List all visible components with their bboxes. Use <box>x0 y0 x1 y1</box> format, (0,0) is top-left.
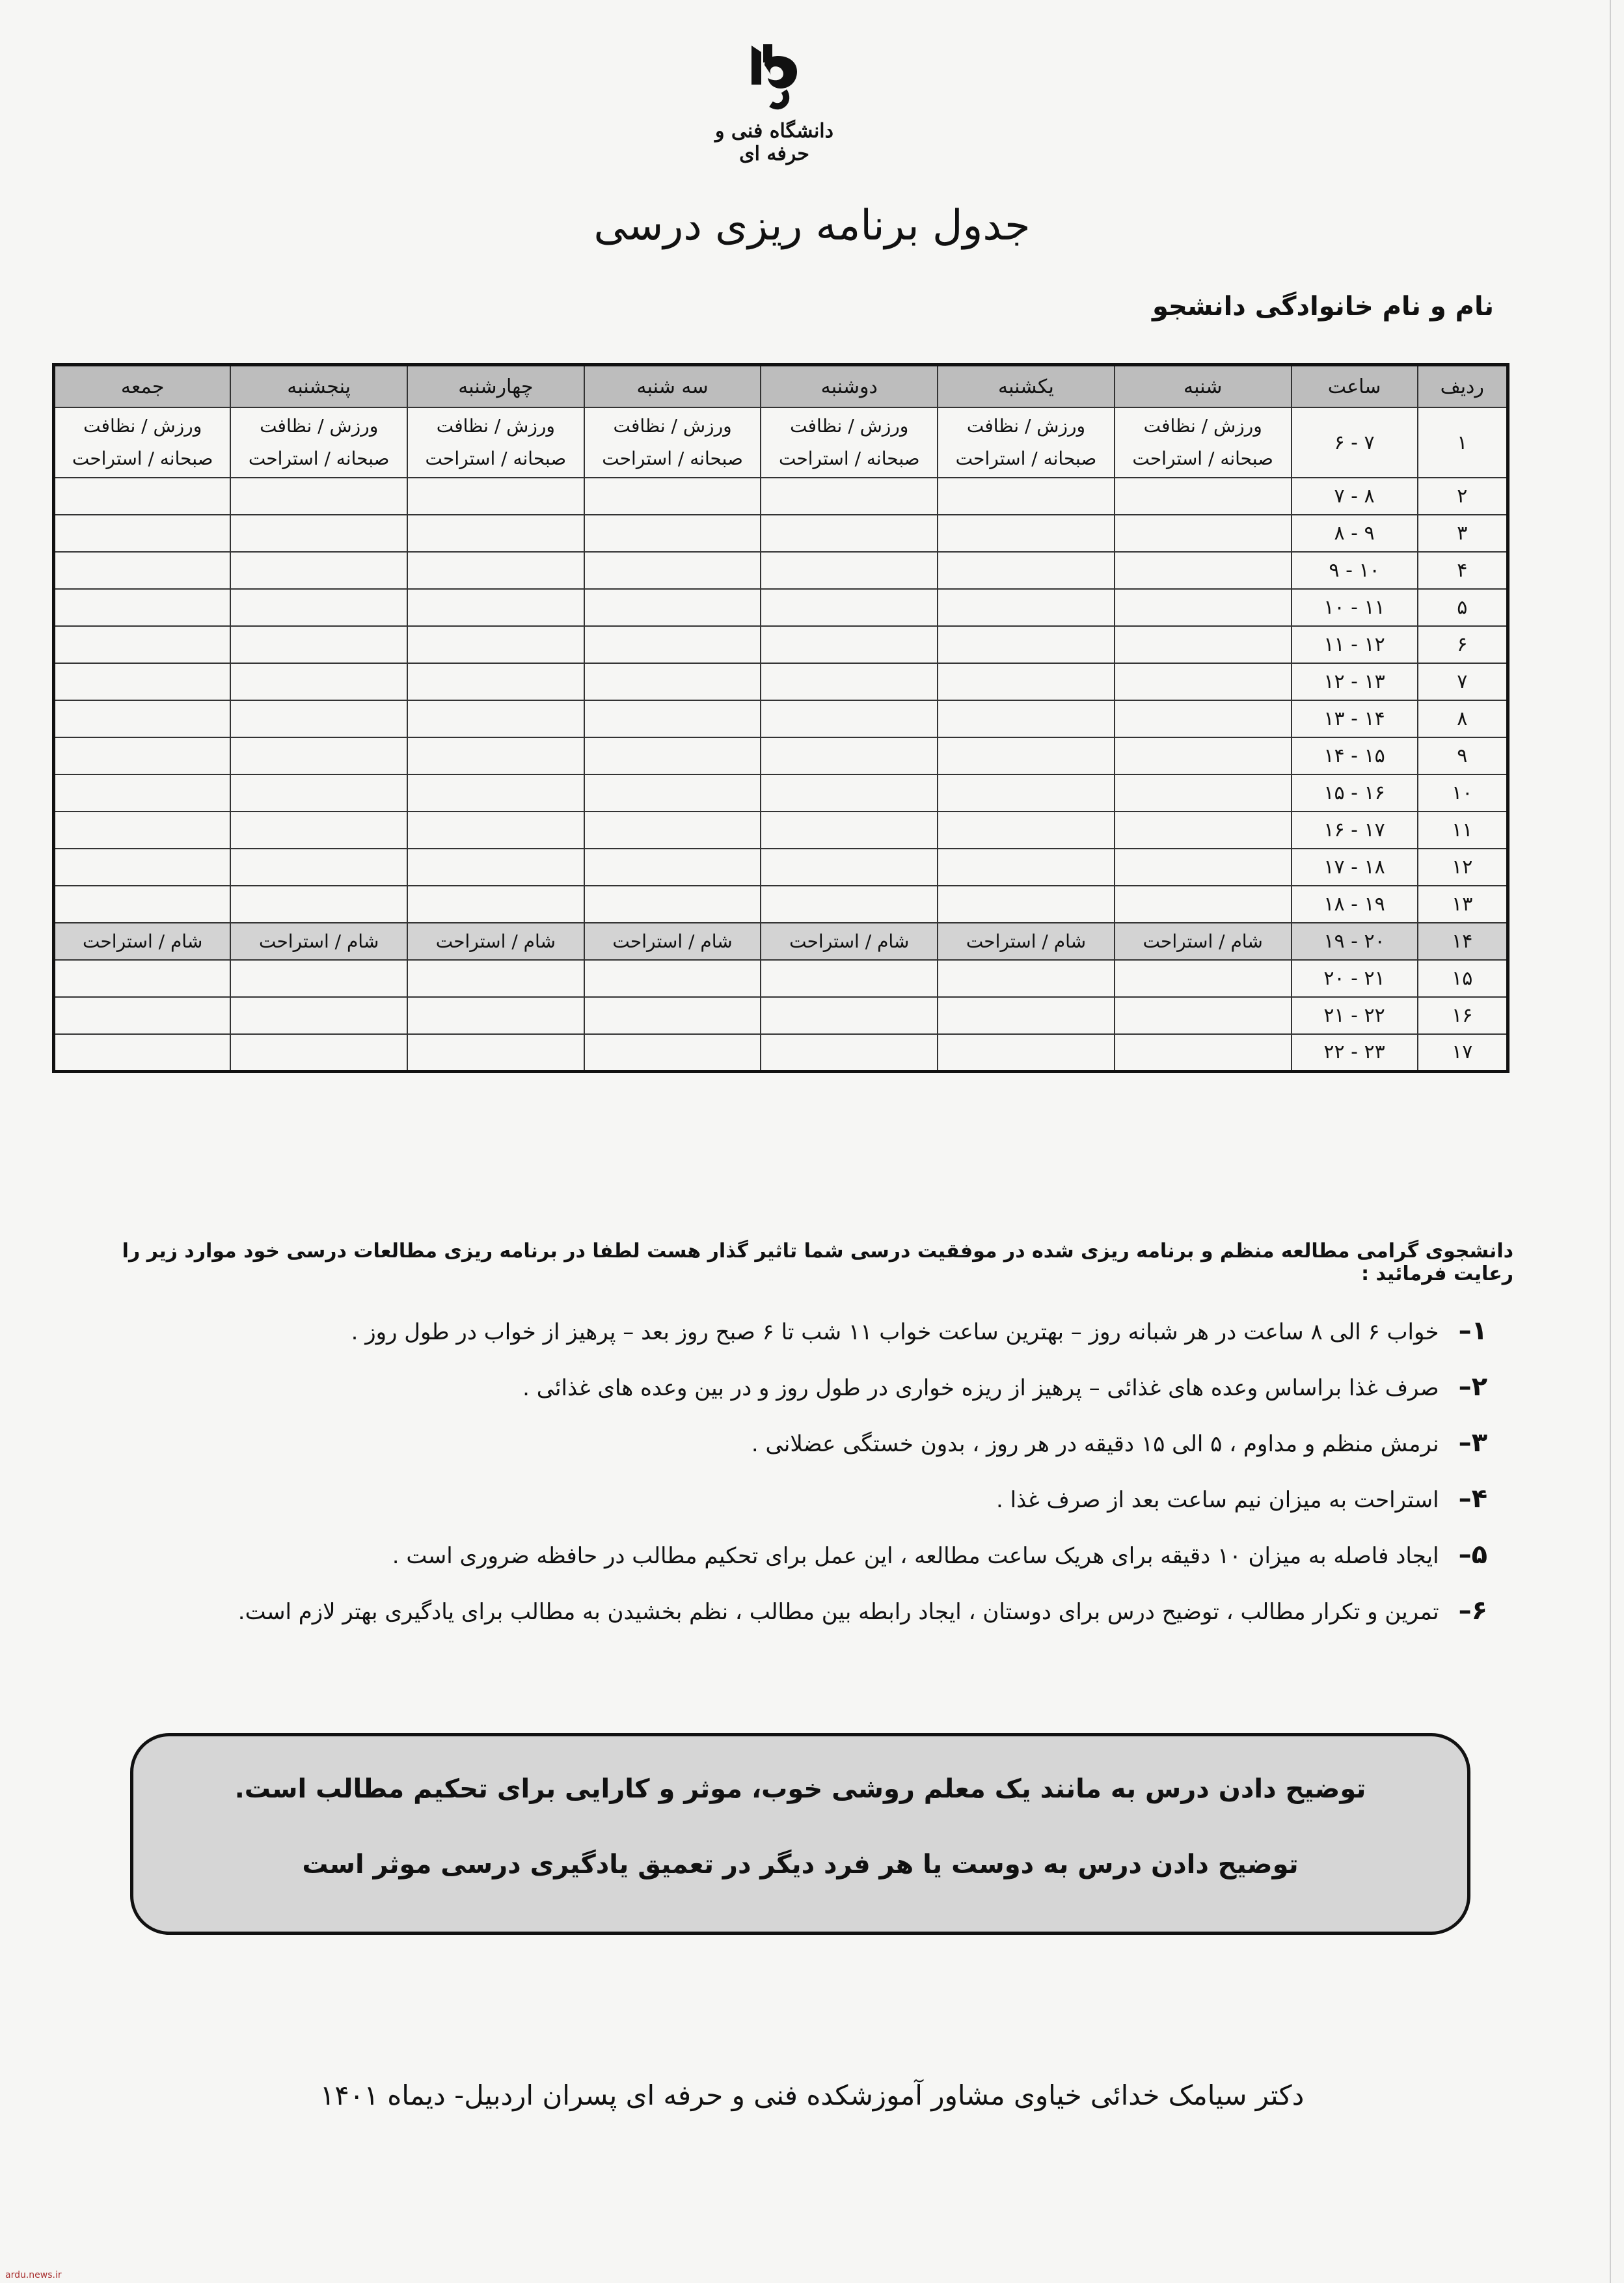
schedule-cell[interactable] <box>407 407 584 478</box>
hour-cell: ۲۲ - ۲۱ <box>1292 997 1418 1034</box>
schedule-cell[interactable] <box>230 663 407 700</box>
activity-text: شام / استراحت <box>789 930 910 952</box>
schedule-cell[interactable] <box>938 774 1115 812</box>
schedule-cell[interactable] <box>584 923 761 960</box>
activity-text: صبحانه / استراحت <box>778 448 920 469</box>
schedule-cell[interactable] <box>584 700 761 737</box>
schedule-cell[interactable] <box>407 1034 584 1071</box>
row-number-cell: ۲ <box>1418 478 1508 515</box>
table-row <box>54 774 1508 812</box>
schedule-cell[interactable] <box>938 407 1115 478</box>
row-number-cell: ۹ <box>1418 737 1508 774</box>
study-tips-intro: دانشجوی گرامی مطالعه منظم و برنامه ریزی شده در موفقیت درسی شما تاثیر گذار هست لطفا در برنامه ریزی مطالعات درسی خود موارد زیر را رعایت فرمائید : <box>122 1240 1513 1285</box>
schedule-cell[interactable] <box>938 923 1115 960</box>
schedule-cell[interactable] <box>54 923 231 960</box>
hour-cell: ۲۰ - ۱۹ <box>1292 923 1418 960</box>
schedule-cell[interactable] <box>54 737 231 774</box>
list-item <box>78 1304 1513 1360</box>
table-row <box>54 407 1508 478</box>
schedule-cell[interactable] <box>938 700 1115 737</box>
activity-text: صبحانه / استراحت <box>72 448 213 469</box>
hour-cell: ۱۴ - ۱۳ <box>1292 700 1418 737</box>
schedule-cell[interactable] <box>938 552 1115 589</box>
schedule-cell[interactable] <box>54 515 231 552</box>
table-row <box>54 478 1508 515</box>
activity-text: صبحانه / استراحت <box>955 448 1097 469</box>
activity-text: ورزش / نظافت <box>436 415 555 437</box>
schedule-cell[interactable] <box>230 478 407 515</box>
row-number-cell: ۱۰ <box>1418 774 1508 812</box>
schedule-cell[interactable] <box>54 886 231 923</box>
schedule-cell[interactable] <box>54 1034 231 1071</box>
hour-cell: ۱۰ - ۹ <box>1292 552 1418 589</box>
hour-cell: ۸ - ۷ <box>1292 478 1418 515</box>
schedule-cell[interactable] <box>584 849 761 886</box>
table-row <box>54 626 1508 663</box>
list-item-text: صرف غذا براساس وعده های غذائی – پرهیز از ریزه خواری در طول روز و در بین وعده های غذائی . <box>522 1375 1439 1401</box>
row-number-cell: ۱۴ <box>1418 923 1508 960</box>
row-number-cell: ۱۲ <box>1418 849 1508 886</box>
page-title: جدول برنامه ریزی درسی <box>593 202 1031 250</box>
scan-edge-divider <box>1610 0 1611 2283</box>
row-number-cell: ۱۳ <box>1418 886 1508 923</box>
table-row <box>54 515 1508 552</box>
activity-text: صبحانه / استراحت <box>248 448 390 469</box>
schedule-cell[interactable] <box>1115 886 1292 923</box>
list-item <box>78 1360 1513 1415</box>
row-number-cell: ۸ <box>1418 700 1508 737</box>
schedule-cell[interactable] <box>761 997 938 1034</box>
schedule-cell[interactable] <box>407 812 584 849</box>
schedule-cell[interactable] <box>407 849 584 886</box>
activity-text: صبحانه / استراحت <box>1132 448 1273 469</box>
schedule-cell[interactable] <box>761 737 938 774</box>
schedule-cell[interactable] <box>1115 626 1292 663</box>
schedule-cell[interactable] <box>584 515 761 552</box>
schedule-cell[interactable] <box>407 774 584 812</box>
table-row <box>54 589 1508 626</box>
table-row <box>54 1034 1508 1071</box>
column-header: پنجشنبه <box>230 365 407 408</box>
row-number-cell: ۳ <box>1418 515 1508 552</box>
schedule-cell[interactable] <box>1115 774 1292 812</box>
schedule-cell[interactable] <box>938 886 1115 923</box>
schedule-cell[interactable] <box>761 478 938 515</box>
highlight-line-2: توضیح دادن درس به دوست یا هر فرد دیگر در تعمیق یادگیری درسی موثر است <box>302 1850 1299 1880</box>
schedule-cell[interactable] <box>938 1034 1115 1071</box>
schedule-cell[interactable] <box>1115 515 1292 552</box>
study-schedule-table <box>52 363 1509 1073</box>
list-item <box>78 1415 1513 1471</box>
schedule-cell[interactable] <box>407 478 584 515</box>
student-name-label: نام و نام خانوادگی دانشجو <box>1152 292 1494 321</box>
row-number-cell: ۴ <box>1418 552 1508 589</box>
schedule-cell[interactable] <box>230 997 407 1034</box>
list-item-number: ۴– <box>1458 1484 1487 1514</box>
schedule-cell[interactable] <box>584 997 761 1034</box>
row-number-cell: ۱۶ <box>1418 997 1508 1034</box>
hour-cell: ۱۵ - ۱۴ <box>1292 737 1418 774</box>
schedule-cell[interactable] <box>761 886 938 923</box>
schedule-cell[interactable] <box>230 1034 407 1071</box>
column-header: سه شنبه <box>584 365 761 408</box>
hour-cell: ۱۸ - ۱۷ <box>1292 849 1418 886</box>
schedule-cell[interactable] <box>1115 923 1292 960</box>
activity-text: شام / استراحت <box>966 930 1087 952</box>
row-number-cell: ۵ <box>1418 589 1508 626</box>
list-item-text: خواب ۶ الی ۸ ساعت در هر شبانه روز – بهترین ساعت خواب ۱۱ شب تا ۶ صبح روز بعد – پرهیز از خواب در طول روز . <box>351 1319 1439 1345</box>
schedule-cell[interactable] <box>54 478 231 515</box>
schedule-cell[interactable] <box>54 812 231 849</box>
logo-text: دانشگاه فنی و حرفه ای <box>714 120 833 165</box>
schedule-cell[interactable] <box>54 663 231 700</box>
hour-cell: ۱۱ - ۱۰ <box>1292 589 1418 626</box>
hour-cell: ۱۲ - ۱۱ <box>1292 626 1418 663</box>
list-item-text: استراحت به میزان نیم ساعت بعد از صرف غذا . <box>995 1487 1439 1513</box>
schedule-cell[interactable] <box>407 960 584 997</box>
schedule-cell[interactable] <box>1115 478 1292 515</box>
row-number-cell: ۱۱ <box>1418 812 1508 849</box>
signature-line: دکتر سیامک خدائی خیاوی مشاور آموزشکده فنی و حرفه ای پسران اردبیل- دیماه ۱۴۰۱ <box>319 2079 1305 2111</box>
schedule-cell[interactable] <box>761 626 938 663</box>
list-item-number: ۳– <box>1458 1428 1487 1458</box>
activity-text: ورزش / نظافت <box>83 415 202 437</box>
column-header: چهارشنبه <box>407 365 584 408</box>
schedule-cell[interactable] <box>54 997 231 1034</box>
schedule-cell[interactable] <box>584 774 761 812</box>
schedule-cell[interactable] <box>1115 552 1292 589</box>
schedule-cell[interactable] <box>54 552 231 589</box>
row-number-cell: ۷ <box>1418 663 1508 700</box>
hour-cell: ۱۶ - ۱۵ <box>1292 774 1418 812</box>
activity-text: شام / استراحت <box>435 930 556 952</box>
schedule-cell[interactable] <box>1115 700 1292 737</box>
table-row <box>54 960 1508 997</box>
schedule-cell[interactable] <box>584 886 761 923</box>
schedule-cell[interactable] <box>938 589 1115 626</box>
schedule-cell[interactable] <box>1115 663 1292 700</box>
hour-cell: ۹ - ۸ <box>1292 515 1418 552</box>
activity-text: شام / استراحت <box>83 930 203 952</box>
row-number-cell: ۱۷ <box>1418 1034 1508 1071</box>
schedule-cell[interactable] <box>1115 407 1292 478</box>
schedule-cell[interactable] <box>761 812 938 849</box>
hour-cell: ۲۱ - ۲۰ <box>1292 960 1418 997</box>
schedule-cell[interactable] <box>938 478 1115 515</box>
list-item-text: نرمش منظم و مداوم ، ۵ الی ۱۵ دقیقه در هر روز ، بدون خستگی عضلانی . <box>751 1431 1439 1457</box>
schedule-cell[interactable] <box>584 552 761 589</box>
list-item-number: ۲– <box>1458 1372 1487 1402</box>
table-row <box>54 886 1508 923</box>
table-row <box>54 997 1508 1034</box>
schedule-cell[interactable] <box>1115 589 1292 626</box>
schedule-cell[interactable] <box>584 407 761 478</box>
schedule-cell[interactable] <box>584 478 761 515</box>
schedule-cell[interactable] <box>584 737 761 774</box>
schedule-cell[interactable] <box>584 1034 761 1071</box>
activity-text: ورزش / نظافت <box>613 415 732 437</box>
schedule-cell[interactable] <box>54 849 231 886</box>
schedule-cell[interactable] <box>761 407 938 478</box>
schedule-cell[interactable] <box>230 923 407 960</box>
schedule-cell[interactable] <box>407 663 584 700</box>
university-logo <box>706 39 843 189</box>
schedule-cell[interactable] <box>407 700 584 737</box>
list-item <box>78 1583 1513 1639</box>
schedule-cell[interactable] <box>230 552 407 589</box>
schedule-cell[interactable] <box>230 515 407 552</box>
corner-watermark: ardu.news.ir <box>5 2270 62 2280</box>
list-item-text: ایجاد فاصله به میزان ۱۰ دقیقه برای هریک ساعت مطالعه ، این عمل برای تحکیم مطالب در حافظه ضروری است . <box>392 1543 1439 1569</box>
schedule-cell[interactable] <box>230 812 407 849</box>
schedule-cell[interactable] <box>761 849 938 886</box>
table-row <box>54 737 1508 774</box>
schedule-cell[interactable] <box>230 774 407 812</box>
list-item-number: ۵– <box>1458 1540 1487 1570</box>
schedule-cell[interactable] <box>1115 960 1292 997</box>
schedule-cell[interactable] <box>230 589 407 626</box>
schedule-cell[interactable] <box>938 626 1115 663</box>
schedule-cell[interactable] <box>761 774 938 812</box>
list-item-number: ۱– <box>1458 1316 1487 1346</box>
activity-text: شام / استراحت <box>612 930 733 952</box>
hour-cell: ۲۳ - ۲۲ <box>1292 1034 1418 1071</box>
schedule-cell[interactable] <box>407 515 584 552</box>
activity-text: ورزش / نظافت <box>1143 415 1262 437</box>
column-header: ساعت <box>1292 365 1418 408</box>
schedule-cell[interactable] <box>407 737 584 774</box>
highlight-box <box>130 1733 1470 1935</box>
table-header-row <box>54 365 1508 408</box>
schedule-cell[interactable] <box>761 1034 938 1071</box>
schedule-cell[interactable] <box>1115 1034 1292 1071</box>
study-tips-section <box>78 1240 1513 1639</box>
table-row <box>54 849 1508 886</box>
activity-text: صبحانه / استراحت <box>602 448 743 469</box>
hour-cell: ۱۷ - ۱۶ <box>1292 812 1418 849</box>
schedule-cell[interactable] <box>1115 849 1292 886</box>
list-item <box>78 1471 1513 1527</box>
table-row <box>54 663 1508 700</box>
column-header: ردیف <box>1418 365 1508 408</box>
study-tips-list <box>78 1304 1513 1639</box>
column-header: دوشنبه <box>761 365 938 408</box>
row-number-cell: ۱ <box>1418 407 1508 478</box>
highlight-line-1: توضیح دادن درس به مانند یک معلم روشی خوب، موثر و کارایی برای تحکیم مطالب است. <box>234 1774 1366 1804</box>
schedule-cell[interactable] <box>230 626 407 663</box>
schedule-cell[interactable] <box>761 663 938 700</box>
activity-text: صبحانه / استراحت <box>425 448 567 469</box>
table-row <box>54 812 1508 849</box>
schedule-cell[interactable] <box>761 589 938 626</box>
row-number-cell: ۶ <box>1418 626 1508 663</box>
column-header: یکشنبه <box>938 365 1115 408</box>
schedule-cell[interactable] <box>584 960 761 997</box>
schedule-cell[interactable] <box>761 700 938 737</box>
schedule-cell[interactable] <box>761 960 938 997</box>
schedule-cell[interactable] <box>230 960 407 997</box>
activity-text: ورزش / نظافت <box>260 415 379 437</box>
activity-text: شام / استراحت <box>1143 930 1263 952</box>
schedule-cell[interactable] <box>584 589 761 626</box>
list-item <box>78 1527 1513 1583</box>
schedule-cell[interactable] <box>584 626 761 663</box>
schedule-cell[interactable] <box>407 589 584 626</box>
schedule-cell[interactable] <box>54 589 231 626</box>
schedule-cell[interactable] <box>54 626 231 663</box>
schedule-cell[interactable] <box>54 407 231 478</box>
schedule-cell[interactable] <box>761 923 938 960</box>
schedule-cell[interactable] <box>584 663 761 700</box>
schedule-cell[interactable] <box>1115 812 1292 849</box>
schedule-cell[interactable] <box>1115 737 1292 774</box>
table-row <box>54 700 1508 737</box>
column-header: شنبه <box>1115 365 1292 408</box>
schedule-cell[interactable] <box>54 700 231 737</box>
hour-cell: ۱۳ - ۱۲ <box>1292 663 1418 700</box>
schedule-cell[interactable] <box>938 812 1115 849</box>
schedule-cell[interactable] <box>938 515 1115 552</box>
schedule-cell[interactable] <box>938 997 1115 1034</box>
list-item-number: ۶– <box>1458 1596 1487 1626</box>
hour-cell: ۷ - ۶ <box>1292 407 1418 478</box>
schedule-cell[interactable] <box>938 960 1115 997</box>
list-item-text: تمرین و تکرار مطالب ، توضیح درس برای دوستان ، ایجاد رابطه بین مطالب ، نظم بخشیدن به مطالب برای یادگیری بهتر لازم است. <box>237 1599 1439 1625</box>
schedule-cell[interactable] <box>761 552 938 589</box>
activity-text: ورزش / نظافت <box>790 415 909 437</box>
schedule-cell[interactable] <box>938 663 1115 700</box>
schedule-cell[interactable] <box>584 812 761 849</box>
schedule-cell[interactable] <box>761 515 938 552</box>
table-row <box>54 923 1508 960</box>
schedule-cell[interactable] <box>938 737 1115 774</box>
schedule-cell[interactable] <box>230 886 407 923</box>
schedule-cell[interactable] <box>230 700 407 737</box>
schedule-cell[interactable] <box>407 997 584 1034</box>
schedule-cell[interactable] <box>407 626 584 663</box>
hour-cell: ۱۹ - ۱۸ <box>1292 886 1418 923</box>
table-row <box>54 552 1508 589</box>
schedule-cell[interactable] <box>54 960 231 997</box>
schedule-cell[interactable] <box>54 774 231 812</box>
activity-text: شام / استراحت <box>259 930 379 952</box>
schedule-cell[interactable] <box>407 923 584 960</box>
schedule-cell[interactable] <box>230 737 407 774</box>
schedule-cell[interactable] <box>407 552 584 589</box>
schedule-cell[interactable] <box>230 849 407 886</box>
column-header: جمعه <box>54 365 231 408</box>
logo-emblem-icon <box>745 39 804 117</box>
row-number-cell: ۱۵ <box>1418 960 1508 997</box>
schedule-cell[interactable] <box>1115 997 1292 1034</box>
schedule-cell[interactable] <box>407 886 584 923</box>
schedule-cell[interactable] <box>938 849 1115 886</box>
activity-text: ورزش / نظافت <box>966 415 1086 437</box>
schedule-cell[interactable] <box>230 407 407 478</box>
